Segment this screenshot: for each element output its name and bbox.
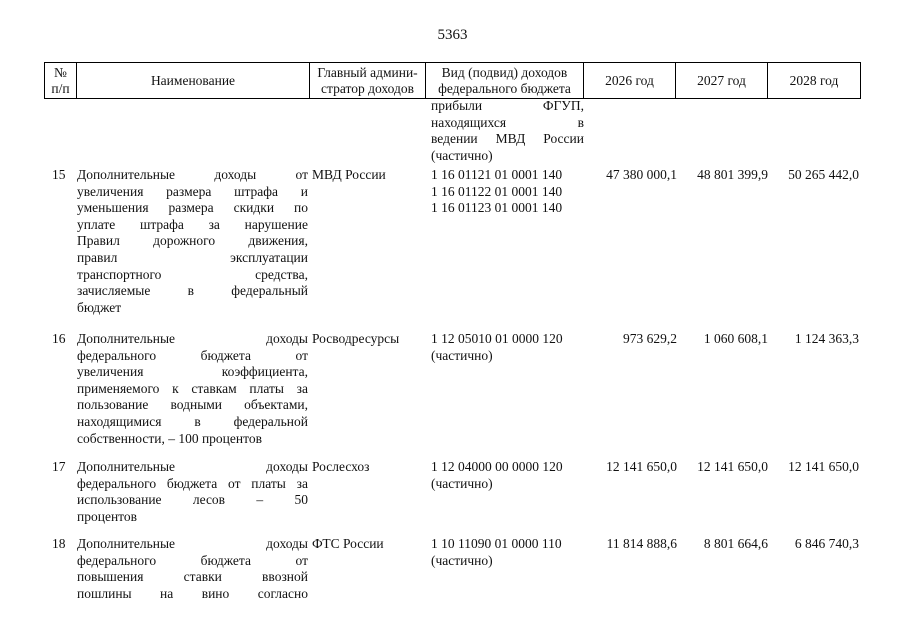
header-col-2026	[584, 63, 676, 98]
row-name-line: федерального бюджета от	[77, 347, 308, 363]
header-col-code	[426, 63, 584, 98]
row-name-line: увеличения размера штрафа и	[77, 183, 308, 199]
row-name-line: Дополнительные доходы	[77, 459, 308, 474]
row-name-line: федерального бюджета от	[77, 552, 308, 568]
header-col-number-line-2: п/п	[51, 80, 70, 96]
row-code-line: (частично)	[431, 552, 493, 568]
row-code	[431, 459, 563, 492]
row-value-2028: 12 141 650,0	[788, 459, 859, 474]
row-code-line: 1 16 01123 01 0001 140	[431, 200, 563, 216]
row-value-2026: 12 141 650,0	[606, 459, 677, 474]
row-code-line: 1 16 01122 01 0001 140	[431, 183, 563, 199]
header-col-name-label: Наименование	[150, 72, 236, 88]
row-name-line: Дополнительные доходы	[77, 331, 308, 346]
row-value-2026: 11 814 888,6	[606, 536, 677, 551]
row-name-line: находящимися в федеральной	[77, 413, 308, 429]
row-name-line: использование лесов – 50	[77, 492, 308, 508]
header-col-number	[44, 63, 77, 98]
row-name-line: уплате штрафа за нарушение	[77, 216, 308, 232]
row-code-line: 1 10 11090 01 0000 110	[431, 536, 562, 551]
header-col-2026-label: 2026 год	[605, 72, 654, 88]
row-value-2027: 48 801 399,9	[697, 167, 768, 182]
carryover-code	[431, 98, 584, 164]
row-name-line: транспортного средства,	[77, 266, 308, 282]
header-col-admin	[310, 63, 426, 98]
carryover-code-line: прибыли ФГУП,	[431, 98, 584, 113]
carryover-code-line: ведении МВД России	[431, 131, 584, 147]
header-col-2028	[768, 63, 861, 98]
row-admin: Рослесхоз	[312, 459, 370, 474]
header-col-2028-label: 2028 год	[789, 72, 839, 88]
table-header	[44, 62, 861, 99]
row-name-line: применяемого к ставкам платы за	[77, 380, 308, 396]
row-code-line: (частично)	[431, 475, 493, 491]
row-admin: Росводресурсы	[312, 331, 400, 346]
row-number: 18	[52, 536, 66, 551]
row-name-line: бюджет	[77, 299, 122, 315]
row-admin: МВД России	[312, 167, 386, 182]
row-name	[77, 331, 308, 447]
row-name-line: собственности, – 100 процентов	[77, 430, 262, 446]
row-code	[431, 167, 562, 217]
row-name-line: федерального бюджета от платы за	[77, 475, 308, 491]
carryover-code-line: (частично)	[431, 147, 493, 163]
row-value-2027: 8 801 664,6	[703, 536, 768, 551]
row-value-2027: 1 060 608,1	[703, 331, 768, 346]
row-name-line: повышения ставки ввозной	[77, 569, 308, 585]
row-code-line: 1 12 04000 00 0000 120	[431, 459, 563, 474]
row-code-line: (частично)	[431, 347, 493, 363]
row-value-2026: 973 629,2	[623, 331, 677, 346]
header-col-2027-label: 2027 год	[697, 72, 746, 88]
row-value-2028: 1 124 363,3	[794, 331, 859, 346]
row-name-line: Правил дорожного движения,	[77, 233, 308, 249]
row-code	[431, 536, 562, 569]
row-name-line: зачисляемые в федеральный	[77, 283, 308, 299]
row-number: 15	[52, 167, 66, 182]
row-code-line: 1 16 01121 01 0001 140	[431, 167, 563, 182]
row-name-line: процентов	[77, 508, 138, 524]
header-col-admin-line-1: Главный админи-	[317, 64, 418, 80]
header-col-number-line-1: №	[54, 64, 67, 80]
row-name	[77, 459, 308, 525]
header-col-2027	[676, 63, 768, 98]
row-admin: ФТС России	[312, 536, 384, 551]
carryover-code-line: находящихся в	[431, 114, 584, 130]
row-name-line: пошлины на вино согласно	[77, 585, 308, 601]
row-name-line: пользование водными объектами,	[77, 397, 308, 413]
row-name	[77, 167, 308, 316]
row-value-2026: 47 380 000,1	[606, 167, 677, 182]
header-col-code-line-1: Вид (подвид) доходов	[441, 64, 568, 80]
row-code-line: 1 12 05010 01 0000 120	[431, 331, 563, 346]
row-value-2027: 12 141 650,0	[697, 459, 768, 474]
row-name-line: Дополнительные доходы от	[77, 167, 308, 182]
row-value-2028: 6 846 740,3	[794, 536, 859, 551]
row-value-2028: 50 265 442,0	[788, 167, 859, 182]
row-name-line: увеличения коэффициента,	[77, 364, 308, 380]
row-name-line: Дополнительные доходы	[77, 536, 308, 551]
header-col-code-line-2: федерального бюджета	[438, 80, 571, 96]
row-number: 17	[52, 459, 66, 474]
row-name	[77, 536, 308, 602]
page-number: 5363	[437, 27, 468, 43]
header-col-admin-line-2: стратор доходов	[321, 80, 414, 96]
row-name-line: правил эксплуатации	[77, 249, 308, 265]
row-number: 16	[52, 331, 66, 346]
row-name-line: уменьшения размера скидки по	[77, 200, 308, 216]
row-code	[431, 331, 563, 364]
header-col-name	[77, 63, 310, 98]
